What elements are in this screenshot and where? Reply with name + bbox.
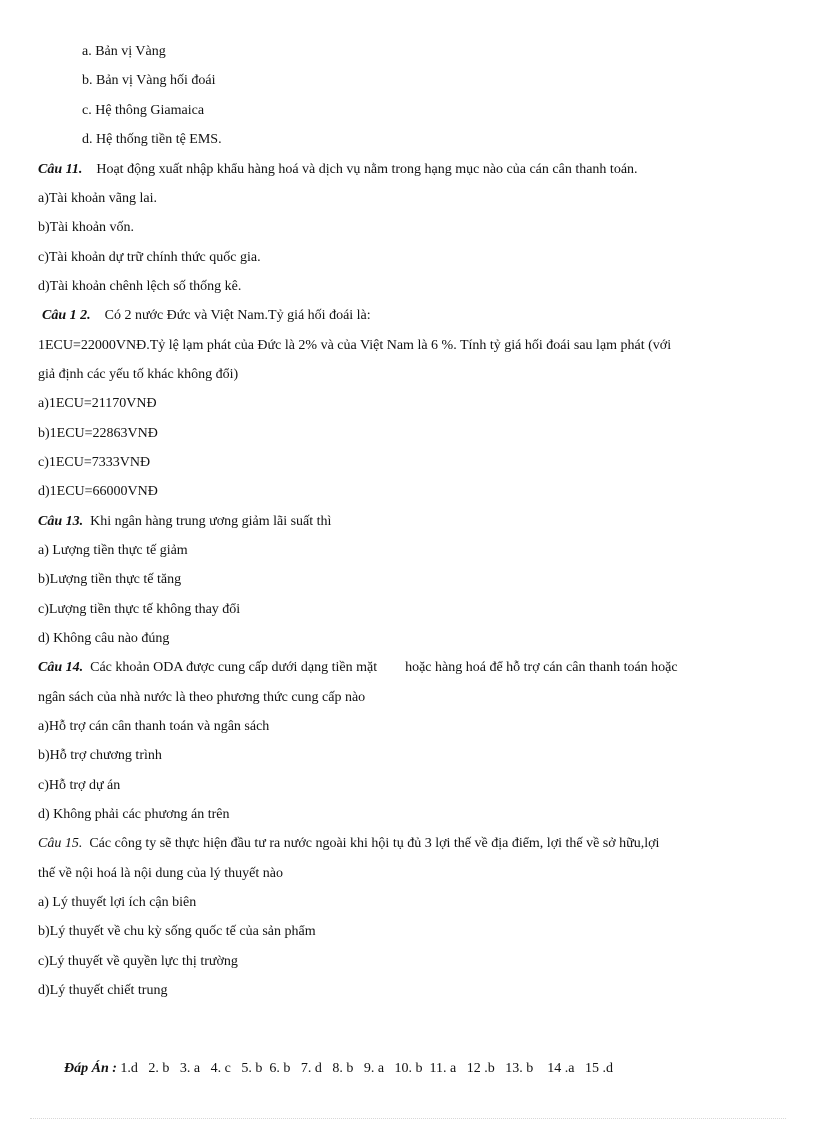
q12-option-b: b)1ECU=22863VNĐ [38,426,158,441]
q12-text-line2: 1ECU=22000VNĐ.Tỷ lệ lạm phát của Đức là 2% và của Việt Nam là 6 %. Tính tỷ giá hối đoái sau lạm phát (với [38,338,672,353]
q15-text-line2: thế về nội hoá là nội dung của lý thuyết nào [38,866,283,881]
q14-text: Các khoản ODA được cung cấp dưới dạng tiền mặt hoặc hàng hoá để hỗ trợ cán cân thanh toán hoặc [90,660,678,675]
q15-option-c: c)Lý thuyết về quyền lực thị trường [38,954,238,969]
q14-option-c: c)Hỗ trợ dự án [38,778,121,793]
q13-label: Câu 13. [38,514,84,529]
q12-text: Có 2 nước Đức và Việt Nam.Tỷ giá hối đoái là: [104,308,371,323]
q14-option-d: d) Không phải các phương án trên [38,807,230,822]
q12-option-c: c)1ECU=7333VNĐ [38,455,151,470]
q13-option-d: d) Không câu nào đúng [38,631,170,646]
q11-option-d: d)Tài khoản chênh lệch số thống kê. [38,279,242,294]
q13-question [38,513,331,531]
q14-label: Câu 14. [38,660,84,675]
answer-key-text: 1.d 2. b 3. a 4. c 5. b 6. b 7. d 8. b 9. a 10. b 11. a 12 .b 13. b 14 .a 15 .d [120,1061,613,1076]
answer-key-label: Đáp Án : [64,1061,117,1076]
answer-key [64,1060,613,1078]
q11-option-c: c)Tài khoản dự trữ chính thức quốc gia. [38,250,261,265]
q12-option-a: a)1ECU=21170VNĐ [38,396,157,411]
q10-option-d: d. Hệ thống tiền tệ EMS. [82,132,222,147]
q15-option-b: b)Lý thuyết về chu kỳ sống quốc tế của sản phẩm [38,924,316,939]
q12-question [42,307,371,325]
q13-option-a: a) Lượng tiền thực tế giảm [38,543,188,558]
q13-option-b: b)Lượng tiền thực tế tăng [38,572,182,587]
q15-question [38,835,659,853]
footer-divider [30,1118,786,1119]
q11-question [38,161,638,179]
q15-option-a: a) Lý thuyết lợi ích cận biên [38,895,197,910]
q12-option-d: d)1ECU=66000VNĐ [38,484,158,499]
q11-option-b: b)Tài khoản vốn. [38,220,135,235]
q10-option-a: a. Bản vị Vàng [82,44,166,59]
q14-option-b: b)Hỗ trợ chương trình [38,748,162,763]
q11-label: Câu 11. [38,162,83,177]
q13-option-c: c)Lượng tiền thực tế không thay đổi [38,602,241,617]
q12-label: Câu 1 2. [42,308,91,323]
q12-text-line3: giả định các yếu tố khác không đổi) [38,367,239,382]
q15-option-d: d)Lý thuyết chiết trung [38,983,168,998]
q14-question [38,659,678,677]
q14-option-a: a)Hỗ trợ cán cân thanh toán và ngân sách [38,719,270,734]
q15-text: Các công ty sẽ thực hiện đầu tư ra nước ngoài khi hội tụ đủ 3 lợi thế về địa điểm, lợi thế về sở hữu,lợi [89,836,660,851]
q11-option-a: a)Tài khoản vãng lai. [38,191,157,206]
q11-text: Hoạt động xuất nhập khẩu hàng hoá và dịch vụ nằm trong hạng mục nào của cán cân thanh toán. [96,162,638,177]
q10-option-c: c. Hệ thông Giamaica [82,103,205,118]
q10-option-b: b. Bản vị Vàng hối đoái [82,73,216,88]
q15-label: Câu 15. [38,836,83,851]
q14-text-line2: ngân sách của nhà nước là theo phương thức cung cấp nào [38,690,366,705]
q13-text: Khi ngân hàng trung ương giảm lãi suất thì [90,514,332,529]
